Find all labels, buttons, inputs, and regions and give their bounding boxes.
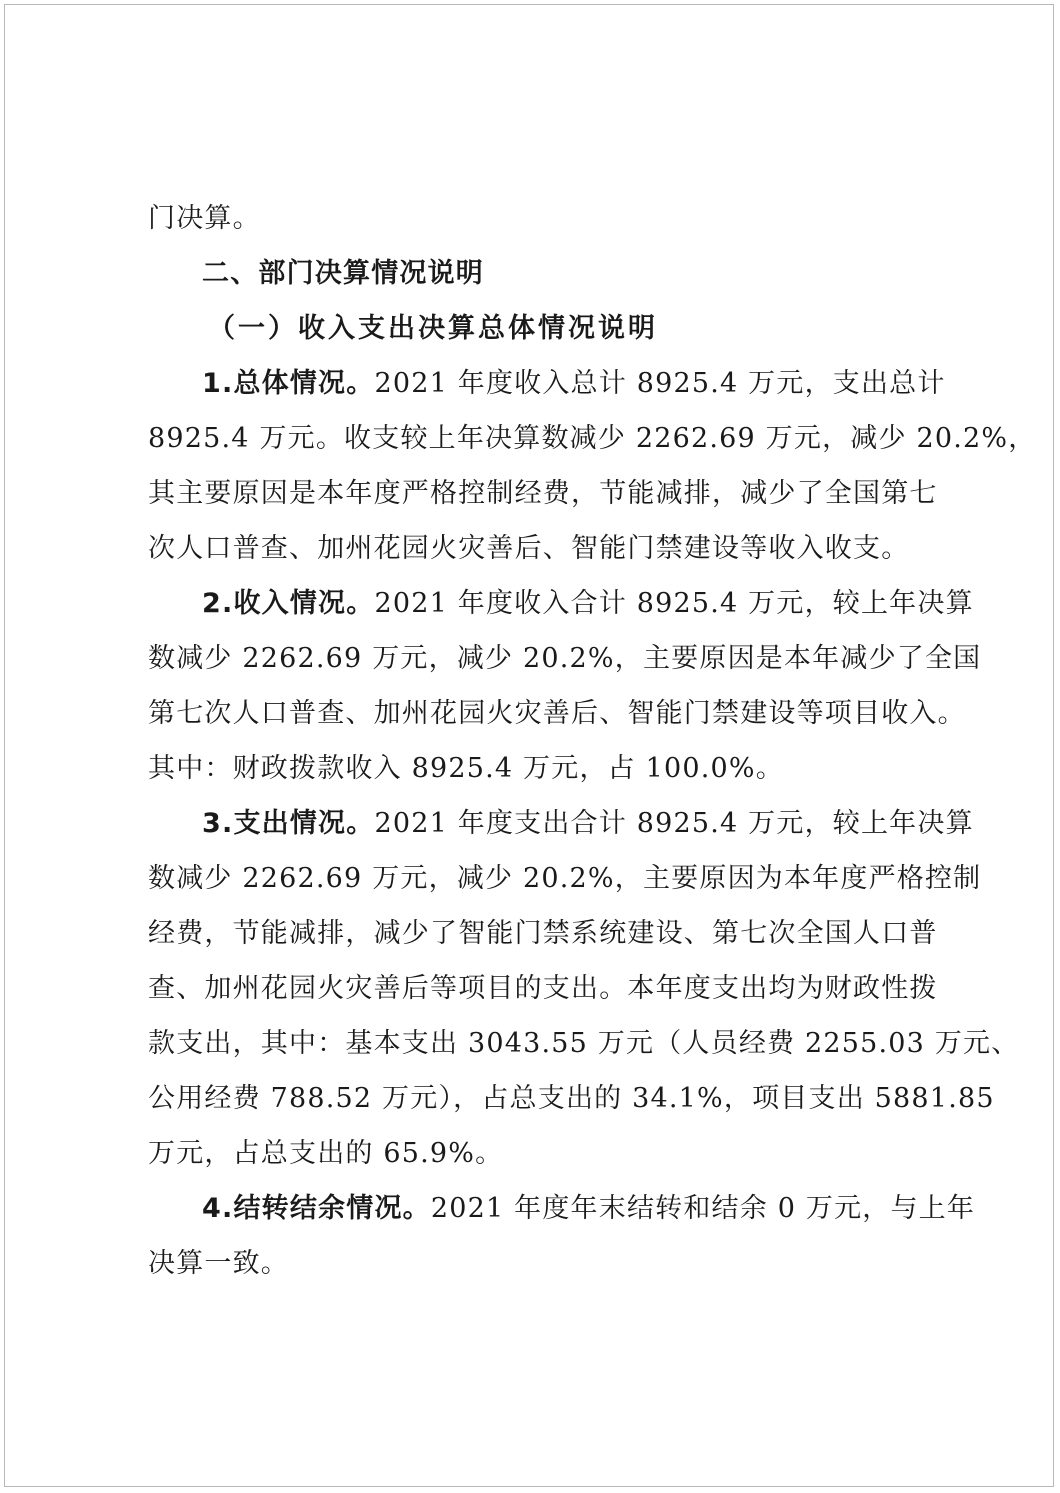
text-line: 2021 年度收入合计 8925.4 万元，较上年决算	[374, 588, 974, 619]
text-line: 款支出，其中：基本支出 3043.55 万元（人员经费 2255.03 万元、	[148, 1028, 1020, 1059]
text-line: 2021 年度收入总计 8925.4 万元，支出总计	[374, 368, 946, 399]
text-line: 公用经费 788.52 万元），占总支出的 34.1%，项目支出 5881.85	[148, 1083, 995, 1114]
paragraph-income-first-line	[148, 576, 974, 631]
paragraph-lead-expenditure: 3.支出情况。	[202, 808, 375, 839]
text-line: 8925.4 万元。收支较上年决算数减少 2262.69 万元，减少 20.2%，	[148, 423, 1037, 454]
text-line: 数减少 2262.69 万元，减少 20.2%，主要原因为本年度严格控制	[148, 863, 982, 894]
paragraph-lead-overall: 1.总体情况。	[202, 368, 375, 399]
text-line: 次人口普查、加州花园火灾善后、智能门禁建设等收入收支。	[148, 533, 910, 564]
paragraph-lead-income: 2.收入情况。	[202, 588, 375, 619]
document-body	[148, 191, 1037, 1291]
paragraph-overall-first-line	[148, 356, 946, 411]
paragraph-expenditure-first-line	[148, 796, 974, 851]
text-line: 2021 年度支出合计 8925.4 万元，较上年决算	[374, 808, 974, 839]
paragraph-lead-balance: 4.结转结余情况。	[202, 1193, 431, 1224]
text-line: 门决算。	[148, 203, 261, 234]
subsection-heading: （一）收入支出决算总体情况说明	[208, 313, 658, 344]
text-line: 万元，占总支出的 65.9%。	[148, 1138, 504, 1169]
document-page	[4, 4, 1054, 1487]
text-line: 第七次人口普查、加州花园火灾善后、智能门禁建设等项目收入。	[148, 698, 966, 729]
text-line: 数减少 2262.69 万元，减少 20.2%，主要原因是本年减少了全国	[148, 643, 982, 674]
text-line: 查、加州花园火灾善后等项目的支出。本年度支出均为财政性拨	[148, 973, 938, 1004]
section-heading: 二、部门决算情况说明	[202, 258, 484, 289]
text-line: 其中：财政拨款收入 8925.4 万元，占 100.0%。	[148, 753, 784, 784]
text-line: 经费，节能减排，减少了智能门禁系统建设、第七次全国人口普	[148, 918, 938, 949]
text-line: 决算一致。	[148, 1248, 289, 1279]
text-line: 其主要原因是本年度严格控制经费，节能减排，减少了全国第七	[148, 478, 938, 509]
paragraph-balance-first-line	[148, 1181, 976, 1236]
text-line: 2021 年度年末结转和结余 0 万元，与上年	[430, 1193, 976, 1224]
